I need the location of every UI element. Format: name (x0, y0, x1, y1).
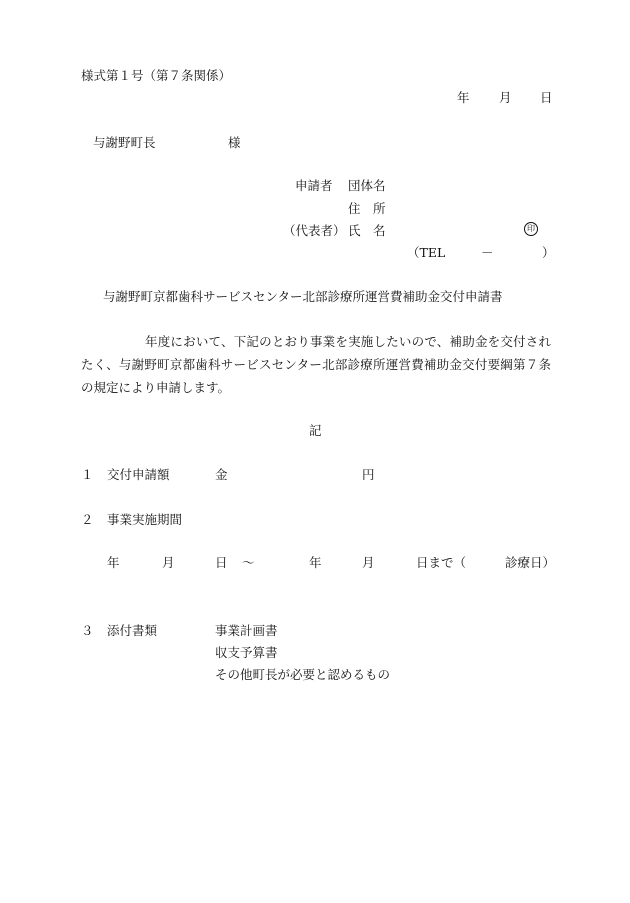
note-heading: 記 (309, 423, 322, 438)
attached-doc-1: 事業計画書 (215, 623, 278, 638)
period-until: 日まで（ (416, 555, 467, 570)
item3-number: ３ (81, 623, 94, 638)
item1-label: 交付申請額 (107, 467, 170, 482)
applicant-label: 申請者 (295, 178, 333, 193)
item1-number: １ (81, 467, 94, 482)
date-year: 年 (457, 90, 470, 105)
addressee-honorific: 様 (228, 135, 241, 150)
item1-yen: 円 (362, 467, 375, 482)
tel-dash: － (481, 245, 494, 260)
period-year-end: 年 (309, 555, 322, 570)
item2-number: ２ (81, 512, 94, 527)
date-month: 月 (499, 90, 512, 105)
period-clinic-days: 診療日） (505, 555, 556, 570)
period-month-end: 月 (362, 555, 375, 570)
date-day: 日 (540, 90, 553, 105)
name-label: 氏 名 (348, 223, 386, 238)
period-year-start: 年 (107, 555, 120, 570)
seal-mark: 印 (524, 222, 538, 236)
form-number: 様式第１号（第７条関係） (81, 68, 232, 83)
item1-gold: 金 (215, 467, 228, 482)
attached-doc-3: その他町長が必要と認めるもの (215, 667, 391, 682)
addressee-name: 与謝野町長 (93, 135, 156, 150)
representative-label: （代表者） (283, 223, 346, 238)
item3-label: 添付書類 (107, 623, 158, 638)
attached-doc-2: 収支予算書 (215, 645, 278, 660)
org-name-label: 団体名 (348, 178, 386, 193)
item2-label: 事業実施期間 (107, 512, 183, 527)
document-title: 与謝野町京都歯科サービスセンター北部診療所運営費補助金交付申請書 (103, 289, 503, 304)
period-tilde: ～ (242, 555, 255, 570)
body-paragraph: 年度において、下記のとおり事業を実施したいので、補助金を交付されたく、与謝野町京都歯科サービスセンター北部診療所運営費補助金交付要綱第７条の規定により申請します。 (81, 334, 551, 395)
period-day-start: 日 (215, 555, 228, 570)
period-month-start: 月 (162, 555, 175, 570)
address-label: 住 所 (348, 201, 386, 216)
tel-open: （TEL (407, 245, 446, 260)
tel-close: ） (542, 245, 555, 260)
